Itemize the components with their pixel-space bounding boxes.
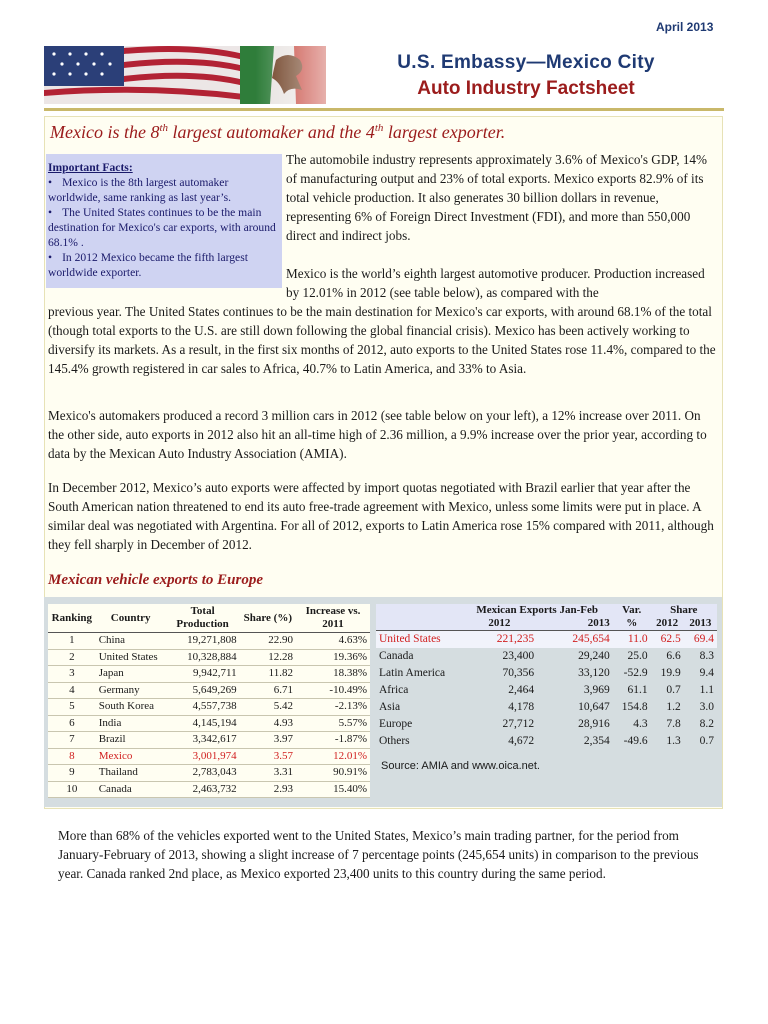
table-row — [48, 699, 370, 716]
table-cell: 70,356 — [502, 667, 535, 679]
flag-banner-image — [44, 46, 326, 104]
col-header: Country — [96, 604, 166, 633]
table-cell: Canada — [96, 781, 166, 798]
table-cell: 4,145,194 — [166, 715, 240, 732]
table-cell: 4.93 — [240, 715, 296, 732]
table-cell: 10,328,884 — [166, 649, 240, 666]
table-cell: 3.97 — [240, 732, 296, 749]
table-cell: 9,942,711 — [166, 666, 240, 683]
table-cell: 3.31 — [240, 765, 296, 782]
table-row — [376, 699, 717, 716]
table-cell: 25.0 — [627, 650, 648, 662]
table-row — [48, 715, 370, 732]
table-cell: 27,712 — [502, 718, 535, 730]
blank-header — [376, 604, 462, 617]
table-cell: 8 — [48, 748, 96, 765]
fact-text: The United States continues to be the main destination for Mexico's car exports, with around 68.1% . — [48, 206, 276, 249]
table-cell: 4 — [48, 682, 96, 699]
table-cell: 12.28 — [240, 649, 296, 666]
table-cell: 3,342,617 — [166, 732, 240, 749]
table-cell: 2,354 — [583, 735, 610, 747]
table-row — [376, 682, 717, 699]
table-cell: 5,649,269 — [166, 682, 240, 699]
exports-table-body — [376, 631, 717, 751]
headline-part1: Mexico is the 8 — [50, 122, 160, 142]
table-row — [376, 733, 717, 750]
table-cell: 61.1 — [627, 684, 648, 696]
masthead — [336, 52, 716, 100]
table-cell: 2,463,732 — [166, 781, 240, 798]
table-cell: 3,969 — [583, 684, 610, 696]
table-cell: 10 — [48, 781, 96, 798]
paragraph-industry-overview: The automobile industry represents approximately 3.6% of Mexico's GDP, 14% of manufacturing output and 23% of total exports. Mexico exports 82.9% of its total vehicle production. It also generates 30 billion dollars in revenue, representing 6% of Foreign Direct Investment (FDI), and more than 550,000 direct and indirect jobs. — [286, 152, 707, 243]
table-cell: 22.90 — [240, 633, 296, 650]
table-cell: Africa — [379, 684, 409, 696]
paragraph-production-lead: Mexico is the world’s eighth largest automotive producer. Production increased by 12.01% in 2012 (see table below), as compared with the — [286, 266, 705, 300]
table-cell: 7 — [48, 732, 96, 749]
section-title: Mexican vehicle exports to Europe — [48, 572, 263, 588]
table-cell: -1.87% — [296, 732, 370, 749]
table-cell: -10.49% — [296, 682, 370, 699]
table-cell: 12.01% — [296, 748, 370, 765]
table-cell: Germany — [96, 682, 166, 699]
table-cell: 3.57 — [240, 748, 296, 765]
table-cell: China — [96, 633, 166, 650]
table-cell: 90.91% — [296, 765, 370, 782]
table-row — [48, 682, 370, 699]
table-row — [48, 732, 370, 749]
table-cell: 245,654 — [572, 633, 610, 645]
table-cell: United States — [96, 649, 166, 666]
table-cell: 221,235 — [496, 633, 535, 645]
table-cell: 5 — [48, 699, 96, 716]
exports-table — [376, 604, 717, 750]
table-row — [48, 748, 370, 765]
share-header: Share — [670, 604, 698, 616]
paragraph-jan-feb-exports: More than 68% of the vehicles exported went to the United States, Mexico’s main trading partner, for the period from January-February of 2013, showing a slight increase of 7 percentage points (245,654 units) in comparison to the previous year. Canada ranked 2nd place, as Mexico exported 23,400 units to this country during the same period. — [58, 828, 699, 881]
table-cell: 4.3 — [633, 718, 648, 730]
table-cell: 6 — [48, 715, 96, 732]
table-cell: 1.1 — [699, 684, 714, 696]
table-cell: 154.8 — [621, 701, 648, 713]
blank-subheader — [376, 617, 462, 631]
table-cell: 15.40% — [296, 781, 370, 798]
fact-item: • In 2012 Mexico became the fifth largest worldwide exporter. — [48, 251, 248, 279]
table-cell: 4,178 — [508, 701, 535, 713]
fact-text: In 2012 Mexico became the fifth largest worldwide exporter. — [48, 251, 248, 279]
subheader-2013: 2013 — [537, 617, 613, 631]
headline-sup2: th — [374, 122, 384, 134]
table-row — [48, 765, 370, 782]
fact-item: • Mexico is the 8th largest automaker worldwide, same ranking as last year’s. — [48, 176, 231, 204]
col-header: Share (%) — [240, 604, 296, 633]
headline-part2: largest automaker and the 4 — [168, 122, 375, 142]
table-cell: 6.71 — [240, 682, 296, 699]
table-row — [376, 716, 717, 733]
table-cell: 11.0 — [627, 633, 648, 645]
paragraph-production-rest: previous year. The United States continues to be the main destination for Mexico's car exports, with around 68.1% of the total (though total exports to the U.S. are still down following the global financial crisis). Mexico has been actively working to diversify its markets. As a result, in the first six months of 2012, auto exports to the United States rose 11.4%, compared to the 145.4% growth registered in car sales to Africa, 40.7% to Latin America, and 33% to Asia. — [48, 304, 716, 376]
table-cell: Japan — [96, 666, 166, 683]
table-cell: Brazil — [96, 732, 166, 749]
fact-text: Mexico is the 8th largest automaker worldwide, same ranking as last year’s. — [48, 176, 231, 204]
embassy-title: U.S. Embassy—Mexico City — [397, 52, 655, 73]
subheader-share-2013: 2013 — [684, 617, 717, 631]
table-cell: 23,400 — [502, 650, 535, 662]
table-cell: 29,240 — [578, 650, 610, 662]
factsheet-title: Auto Industry Factsheet — [417, 78, 635, 99]
col-header: Ranking — [48, 604, 96, 633]
table-row — [376, 648, 717, 665]
table-cell: South Korea — [96, 699, 166, 716]
page-headline — [50, 122, 505, 143]
table-row — [48, 633, 370, 650]
table-cell: 10,647 — [578, 701, 610, 713]
table-cell: 62.5 — [660, 633, 681, 645]
table-cell: -49.6 — [623, 735, 648, 747]
table-cell: 5.57% — [296, 715, 370, 732]
table-cell: 3 — [48, 666, 96, 683]
table-cell: United States — [379, 633, 441, 645]
table-cell: -52.9 — [623, 667, 648, 679]
table-cell: Thailand — [96, 765, 166, 782]
subheader-pct: % — [613, 617, 651, 631]
table-cell: 33,120 — [578, 667, 610, 679]
table-cell: Others — [379, 735, 410, 747]
table-row — [376, 665, 717, 682]
table-cell: 8.3 — [699, 650, 714, 662]
fact-item: • The United States continues to be the main destination for Mexico's car exports, with around 68.1% . — [48, 206, 276, 249]
table-cell: 19.36% — [296, 649, 370, 666]
table-cell: 1.2 — [666, 701, 681, 713]
table-cell: 0.7 — [699, 735, 714, 747]
subheader-share-2012: 2012 — [651, 617, 684, 631]
production-ranking-table — [48, 604, 370, 798]
facts-title: Important Facts: — [48, 161, 133, 174]
table-cell: Latin America — [379, 667, 446, 679]
table-cell: 2,464 — [508, 684, 535, 696]
table-row — [48, 649, 370, 666]
paragraph-import-quotas: In December 2012, Mexico’s auto exports were affected by import quotas negotiated with Brazil earlier that year after the South American nation threatened to end its auto free-trade agreement with Mexico, unless some limits were put in place. A similar deal was negotiated with Argentina. For all of 2012, exports to Latin America rose 15% compared with 2011, although they fell sharply in December of 2012. — [48, 480, 714, 552]
table-cell: 2 — [48, 649, 96, 666]
table-cell: Mexico — [96, 748, 166, 765]
table-cell: India — [96, 715, 166, 732]
ranking-table-body — [48, 633, 370, 798]
table-cell: -2.13% — [296, 699, 370, 716]
table-cell: 19.9 — [660, 667, 681, 679]
col-header: Total Production — [166, 604, 240, 633]
table-row — [48, 666, 370, 683]
table-cell: 4,557,738 — [166, 699, 240, 716]
table-cell: 2.93 — [240, 781, 296, 798]
table-cell: Europe — [379, 718, 413, 730]
table-cell: 9 — [48, 765, 96, 782]
headline-part3: largest exporter. — [383, 122, 506, 142]
table-cell: 18.38% — [296, 666, 370, 683]
var-header: Var. — [622, 604, 642, 616]
flag-eagle-banner — [44, 46, 326, 104]
table-cell: 2,783,043 — [166, 765, 240, 782]
table-cell: 8.2 — [699, 718, 714, 730]
paragraph-production — [48, 264, 718, 378]
table-cell: 69.4 — [693, 633, 714, 645]
exports-header: Mexican Exports Jan-Feb — [476, 604, 598, 616]
table-cell: 11.82 — [240, 666, 296, 683]
table-cell: 28,916 — [578, 718, 610, 730]
table-source: Source: AMIA and www.oica.net. — [381, 760, 540, 772]
table-cell: 4,672 — [508, 735, 535, 747]
table-row — [48, 781, 370, 798]
headline-sup1: th — [159, 122, 169, 134]
table-cell: Asia — [379, 701, 401, 713]
table-cell: 1 — [48, 633, 96, 650]
subheader-2012: 2012 — [462, 617, 538, 631]
table-cell: 3,001,974 — [166, 748, 240, 765]
table-cell: 0.7 — [666, 684, 681, 696]
table-cell: 7.8 — [666, 718, 681, 730]
table-row — [376, 631, 717, 649]
table-cell: Canada — [379, 650, 414, 662]
paragraph-record-production: Mexico's automakers produced a record 3 million cars in 2012 (see table below on your left), a 12% increase over 2011. On the other side, auto exports in 2012 also hit an all-time high of 2.36 million, a 9.9% increase over the prior year, according to data by the Mexican Auto Industry Association (AMIA). — [48, 408, 707, 461]
table-cell: 5.42 — [240, 699, 296, 716]
header-divider — [44, 108, 724, 111]
table-cell: 9.4 — [699, 667, 714, 679]
col-header: Increase vs. 2011 — [296, 604, 370, 633]
table-cell: 4.63% — [296, 633, 370, 650]
issue-date: April 2013 — [656, 20, 714, 34]
table-cell: 1.3 — [666, 735, 681, 747]
table-cell: 19,271,808 — [166, 633, 240, 650]
table-cell: 3.0 — [699, 701, 714, 713]
table-cell: 6.6 — [666, 650, 681, 662]
